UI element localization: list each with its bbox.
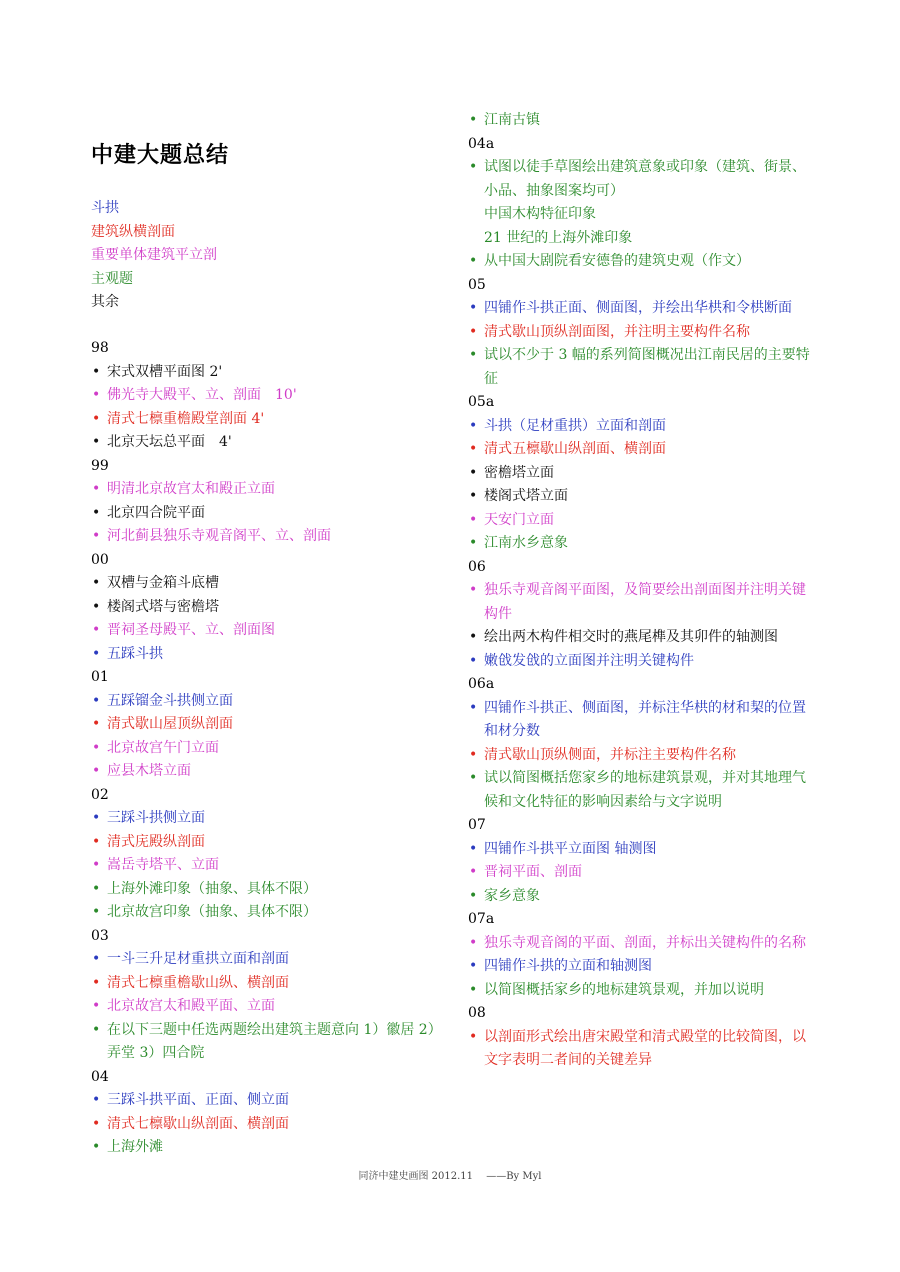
list-item <box>468 955 813 979</box>
list-item <box>91 361 441 385</box>
list-item-text: 试以简图概括您家乡的地标建筑景观，并对其地理气候和文化特征的影响因素给与文字说明 <box>484 770 806 810</box>
bullet-icon: • <box>469 840 478 857</box>
list-item-text: 试图以徒手草图绘出建筑意象或印象（建筑、街景、小品、抽象图案均可） <box>484 159 806 199</box>
list-item <box>468 297 813 321</box>
list-item <box>91 1019 441 1066</box>
list-item-text: 试以不少于 3 幅的系列简图概况出江南民居的主要特征 <box>484 347 810 387</box>
exam-year-heading: 01 <box>91 669 109 685</box>
exam-year-heading: 04a <box>468 135 495 152</box>
list-item-text: 三踩斗拱侧立面 <box>107 810 205 826</box>
list-item <box>468 1026 813 1073</box>
bullet-icon: • <box>92 363 101 380</box>
list-item-text: 楼阁式塔立面 <box>484 488 568 504</box>
list-item <box>91 948 441 972</box>
list-item <box>91 502 441 526</box>
exam-year-heading: 07a <box>468 911 495 927</box>
list-item-text: 清式七檩重檐歇山纵、横剖面 <box>107 974 289 991</box>
list-item-text: 家乡意象 <box>484 887 540 904</box>
list-item-text: 在以下三题中任选两题绘出建筑主题意向 1）徽居 2）弄堂 3）四合院 <box>107 1021 435 1061</box>
bullet-icon: • <box>92 974 101 991</box>
legend-item: 其余 <box>91 294 119 310</box>
list-item <box>91 596 441 620</box>
list-item <box>468 415 813 439</box>
list-item <box>91 1089 441 1113</box>
list-item <box>468 462 813 486</box>
right-column <box>468 109 813 1073</box>
legend-item: 重要单体建筑平立剖 <box>91 247 217 263</box>
bullet-icon: • <box>469 582 478 598</box>
list-item <box>91 854 441 878</box>
list-item <box>91 384 441 408</box>
bullet-icon: • <box>92 880 101 897</box>
exam-year-heading: 07 <box>468 817 486 833</box>
bullet-icon: • <box>92 1139 101 1155</box>
list-item-text: 上海外滩 <box>107 1139 163 1155</box>
list-item-text: 嵩岳寺塔平、立面 <box>107 857 219 873</box>
list-item <box>91 760 441 784</box>
list-item-text: 清式七檩歇山纵剖面、横剖面 <box>107 1115 289 1132</box>
list-item-text: 河北蓟县独乐寺观音阁平、立、剖面 <box>107 528 331 544</box>
list-item-text: 江南古镇 <box>484 112 540 128</box>
list-item-text: 天安门立面 <box>484 511 554 528</box>
bullet-icon: • <box>92 692 101 709</box>
list-item-text: 绘出两木构件相交时的燕尾榫及其卯件的轴测图 <box>484 629 778 645</box>
list-item-text: 佛光寺大殿平、立、剖面 10' <box>107 387 297 403</box>
list-item-text: 四铺作斗拱正面、侧面图，并绘出华栱和令栱断面 <box>484 300 792 316</box>
bullet-icon: • <box>469 159 478 175</box>
list-item-text: 晋祠圣母殿平、立、剖面图 <box>107 622 275 638</box>
list-item <box>468 321 813 345</box>
legend-item: 主观题 <box>91 270 133 287</box>
list-item <box>468 932 813 956</box>
list-item <box>91 1113 441 1137</box>
list-item <box>91 431 441 455</box>
list-item-text: 北京天坛总平面 4' <box>107 434 232 450</box>
list-item-text: 五踩斗拱 <box>107 645 163 662</box>
list-item <box>91 807 441 831</box>
bullet-icon: • <box>92 622 101 638</box>
list-item-text: 五踩镏金斗拱侧立面 <box>107 692 233 709</box>
legend-item: 建筑纵横剖面 <box>91 223 175 240</box>
list-item <box>468 344 813 391</box>
list-item <box>91 878 441 902</box>
bullet-icon: • <box>92 998 101 1014</box>
bullet-icon: • <box>92 481 101 497</box>
bullet-icon: • <box>469 746 478 763</box>
list-item-text: 清式歇山顶纵侧面，并标注主要构件名称 <box>484 746 736 763</box>
exam-year-heading: 03 <box>91 927 109 944</box>
list-item <box>468 532 813 556</box>
list-item <box>91 572 441 596</box>
bullet-icon: • <box>469 300 478 316</box>
list-item-text: 斗拱（足材重拱）立面和剖面 <box>484 417 666 434</box>
exam-year-heading: 98 <box>91 340 109 356</box>
list-item <box>468 697 813 744</box>
list-item-text: 清式庑殿纵剖面 <box>107 833 205 850</box>
exam-year-heading: 06 <box>468 558 486 575</box>
list-item <box>91 737 441 761</box>
exam-year-heading: 02 <box>91 786 109 803</box>
list-item <box>91 995 441 1019</box>
list-item <box>468 485 813 509</box>
color-legend <box>91 197 217 315</box>
bullet-icon: • <box>92 434 101 450</box>
list-item <box>468 767 813 814</box>
list-item <box>468 885 813 909</box>
page-footer: 同济中建史画图 2012.11 ——By Myl <box>358 1171 542 1182</box>
bullet-icon: • <box>92 810 101 826</box>
bullet-icon: • <box>92 951 101 967</box>
exam-year-heading: 99 <box>91 457 109 474</box>
bullet-icon: • <box>469 629 478 645</box>
list-item-text: 四铺作斗拱正、侧面图，并标注华栱的材和栔的位置和材分数 <box>484 699 806 739</box>
list-subitem-text: 21 世纪的上海外滩印象 <box>484 229 633 246</box>
list-item <box>468 109 813 133</box>
list-item-text: 四铺作斗拱平立面图 轴测图 <box>484 840 657 857</box>
list-item <box>91 690 441 714</box>
bullet-icon: • <box>469 441 478 457</box>
exam-year-heading: 06a <box>468 676 495 692</box>
bullet-icon: • <box>469 511 478 528</box>
list-item-text: 嫩戗发戗的立面图并注明关键构件 <box>484 652 694 669</box>
bullet-icon: • <box>469 323 478 340</box>
list-item-text: 四铺作斗拱的立面和轴测图 <box>484 958 652 974</box>
bullet-icon: • <box>92 904 101 920</box>
list-item-text: 独乐寺观音阁的平面、剖面，并标出关键构件的名称 <box>484 934 806 951</box>
bullet-icon: • <box>469 652 478 669</box>
list-item <box>91 643 441 667</box>
bullet-icon: • <box>469 887 478 904</box>
list-item-text: 晋祠平面、剖面 <box>484 864 582 880</box>
list-item <box>91 713 441 737</box>
list-item <box>91 831 441 855</box>
list-item <box>91 478 441 502</box>
bullet-icon: • <box>469 934 478 951</box>
list-item-text: 北京故宫印象（抽象、具体不限） <box>107 904 317 920</box>
list-item-text: 以剖面形式绘出唐宋殿堂和清式殿堂的比较简图，以文字表明二者间的关键差异 <box>484 1028 806 1068</box>
bullet-icon: • <box>469 112 478 128</box>
exam-year-heading: 04 <box>91 1068 109 1085</box>
list-item <box>468 509 813 533</box>
list-item <box>468 650 813 674</box>
list-item <box>91 619 441 643</box>
bullet-icon: • <box>92 1092 101 1108</box>
bullet-icon: • <box>469 981 478 998</box>
list-item-text: 江南水乡意象 <box>484 535 568 551</box>
list-item-text: 清式歇山屋顶纵剖面 <box>107 716 233 732</box>
list-item <box>468 626 813 650</box>
bullet-icon: • <box>92 528 101 544</box>
list-item-text: 北京故宫午门立面 <box>107 739 219 756</box>
bullet-icon: • <box>92 410 101 427</box>
list-item <box>91 901 441 925</box>
bullet-icon: • <box>469 347 478 363</box>
list-item <box>468 250 813 274</box>
list-item <box>468 438 813 462</box>
bullet-icon: • <box>92 504 101 521</box>
list-item <box>91 525 441 549</box>
list-item-text: 清式五檩歇山纵剖面、横剖面 <box>484 441 666 457</box>
list-item <box>91 1136 441 1160</box>
bullet-icon: • <box>92 645 101 662</box>
list-item-text: 一斗三升足材重拱立面和剖面 <box>107 951 289 967</box>
list-item-text: 应县木塔立面 <box>107 763 191 779</box>
list-item <box>468 861 813 885</box>
bullet-icon: • <box>469 488 478 504</box>
bullet-icon: • <box>469 1028 478 1045</box>
list-item-text: 楼阁式塔与密檐塔 <box>107 598 219 615</box>
list-item-text: 密檐塔立面 <box>484 464 554 481</box>
list-item <box>468 579 813 626</box>
list-item-text: 北京四合院平面 <box>107 504 205 521</box>
page-title: 中建大题总结 <box>91 143 230 168</box>
bullet-icon: • <box>92 387 101 403</box>
left-column <box>91 337 441 1160</box>
list-item-text: 明清北京故宫太和殿正立面 <box>107 481 275 497</box>
bullet-icon: • <box>469 417 478 434</box>
bullet-icon: • <box>92 857 101 873</box>
list-item-text: 独乐寺观音阁平面图，及简要绘出剖面图并注明关键构件 <box>484 582 806 622</box>
list-item-text: 从中国大剧院看安德鲁的建筑史观（作文） <box>484 253 750 269</box>
list-item-text: 三踩斗拱平面、正面、侧立面 <box>107 1092 289 1108</box>
list-item-text: 清式七檩重檐殿堂剖面 4' <box>107 410 265 427</box>
list-item-text: 以简图概括家乡的地标建筑景观，并加以说明 <box>484 981 764 998</box>
bullet-icon: • <box>92 1021 101 1038</box>
exam-year-heading: 05 <box>468 276 486 293</box>
legend-item: 斗拱 <box>91 200 119 216</box>
list-item <box>468 744 813 768</box>
bullet-icon: • <box>469 699 478 716</box>
list-item <box>468 979 813 1003</box>
bullet-icon: • <box>92 739 101 756</box>
bullet-icon: • <box>92 598 101 615</box>
list-item <box>91 972 441 996</box>
list-item-text: 双槽与金箱斗底槽 <box>107 575 219 591</box>
bullet-icon: • <box>92 763 101 779</box>
bullet-icon: • <box>469 253 478 269</box>
bullet-icon: • <box>469 464 478 481</box>
list-item-text: 宋式双槽平面图 2' <box>107 363 223 380</box>
bullet-icon: • <box>92 575 101 591</box>
list-item-text: 清式歇山顶纵剖面图，并注明主要构件名称 <box>484 323 750 340</box>
bullet-icon: • <box>469 770 478 786</box>
exam-year-heading: 05a <box>468 394 495 410</box>
list-item-text: 上海外滩印象（抽象、具体不限） <box>107 880 317 897</box>
list-item-text: 北京故宫太和殿平面、立面 <box>107 998 275 1014</box>
bullet-icon: • <box>92 716 101 732</box>
list-subitem-text: 中国木构特征印象 <box>484 206 596 222</box>
exam-year-heading: 08 <box>468 1005 486 1021</box>
bullet-icon: • <box>92 833 101 850</box>
bullet-icon: • <box>469 958 478 974</box>
bullet-icon: • <box>92 1115 101 1132</box>
bullet-icon: • <box>469 864 478 880</box>
bullet-icon: • <box>469 535 478 551</box>
list-item <box>91 408 441 432</box>
list-item <box>468 156 813 250</box>
exam-year-heading: 00 <box>91 551 109 568</box>
list-item <box>468 838 813 862</box>
